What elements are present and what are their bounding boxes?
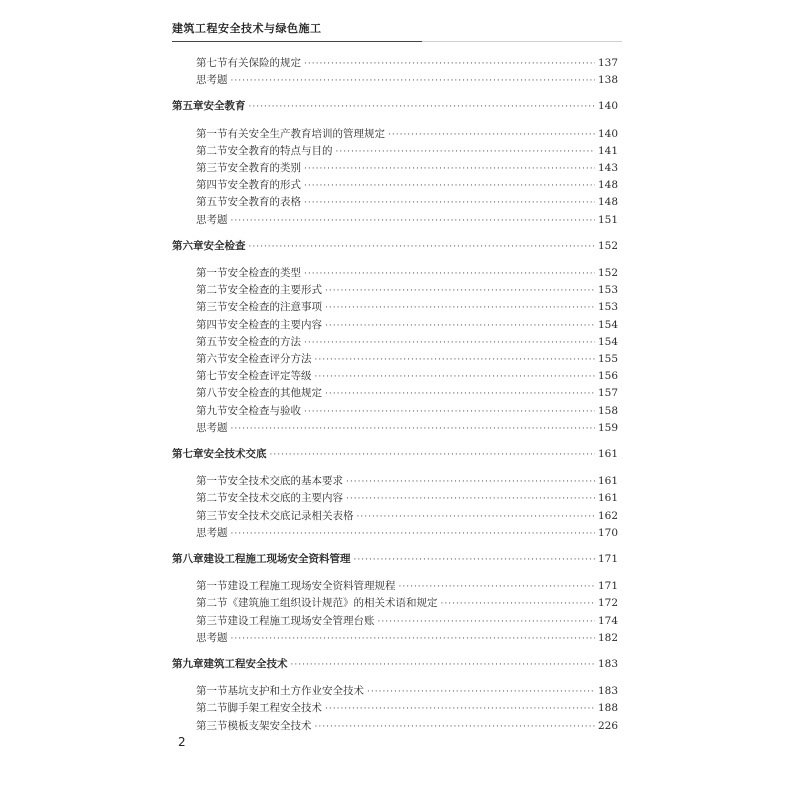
dot-leader — [325, 702, 595, 716]
entry-number: 第七章 — [172, 448, 204, 460]
dot-leader — [249, 100, 595, 114]
toc-section-entry — [196, 56, 618, 71]
entry-title: 安全检查的类型 — [227, 267, 301, 279]
toc-chapter-entry — [172, 552, 618, 567]
entry-title: 建筑工程安全技术 — [203, 658, 288, 670]
dot-leader — [231, 527, 595, 541]
toc-section-entry — [196, 300, 618, 315]
toc-section-entry — [196, 614, 618, 629]
entry-title: 安全教育的形式 — [227, 179, 301, 192]
entry-number: 思考题 — [196, 421, 228, 434]
dot-leader — [231, 632, 595, 646]
dot-leader — [325, 387, 595, 401]
entry-page-number: 156 — [597, 370, 618, 383]
dot-leader — [315, 353, 595, 367]
entry-number: 第三节 — [196, 509, 228, 522]
toc-section-entry — [196, 161, 618, 176]
dot-leader — [354, 553, 595, 567]
toc-section-entry — [196, 474, 618, 489]
toc-section-entry — [196, 369, 618, 384]
entry-page-number: 152 — [597, 267, 618, 279]
entry-title: 安全教育的表格 — [227, 196, 301, 209]
dot-leader — [304, 336, 595, 350]
dot-leader — [304, 162, 595, 176]
dot-leader — [346, 475, 595, 489]
toc-section-entry — [196, 266, 618, 281]
dot-leader — [399, 580, 595, 594]
dot-leader — [291, 658, 595, 672]
toc-section-entry — [196, 195, 618, 210]
entry-page-number: 226 — [597, 719, 618, 732]
entry-title: 《建筑施工组织设计规范》的相关术语和规定 — [227, 597, 438, 610]
entry-page-number: 183 — [597, 685, 618, 698]
entry-title: 有关安全生产教育培训的管理规定 — [227, 127, 385, 140]
entry-page-number: 140 — [597, 127, 618, 140]
entry-page-number: 153 — [597, 284, 618, 297]
entry-title: 安全教育的类别 — [227, 162, 301, 174]
entry-number: 第三节 — [196, 162, 228, 174]
entry-page-number: 159 — [597, 421, 618, 434]
entry-number: 第二节 — [196, 284, 228, 297]
entry-number: 第一节 — [196, 127, 228, 140]
toc-chapter-entry — [172, 447, 618, 462]
dot-leader — [304, 267, 595, 281]
dot-leader — [231, 422, 595, 436]
entry-page-number: 141 — [597, 144, 618, 157]
entry-page-number: 138 — [597, 74, 618, 87]
toc-chapter-entry — [172, 657, 618, 672]
entry-number: 第一节 — [196, 267, 228, 279]
dot-leader — [304, 405, 595, 419]
dot-leader — [249, 240, 595, 254]
toc-section-entry — [196, 335, 618, 350]
entry-title: 建设工程施工现场安全资料管理规程 — [227, 580, 396, 593]
entry-title: 安全检查评定等级 — [227, 370, 312, 383]
entry-page-number: 152 — [597, 239, 618, 252]
entry-number: 第三节 — [196, 614, 228, 627]
toc-section-entry — [196, 386, 618, 401]
dot-leader — [315, 370, 595, 384]
entry-page-number: 171 — [597, 553, 618, 565]
entry-title: 安全教育 — [203, 100, 246, 113]
entry-page-number: 161 — [597, 492, 618, 505]
entry-page-number: 182 — [597, 631, 618, 644]
entry-number: 第八节 — [196, 387, 228, 400]
toc-section-entry — [196, 719, 618, 734]
running-header: 建筑工程安全技术与绿色施工 — [172, 22, 322, 35]
entry-page-number: 153 — [597, 301, 618, 314]
entry-title: 安全检查的注意事项 — [227, 301, 322, 314]
toc-section-entry — [196, 178, 618, 193]
dot-leader — [304, 57, 595, 71]
entry-number: 第六章 — [172, 239, 204, 252]
entry-title: 安全技术交底的基本要求 — [227, 475, 343, 488]
dot-leader — [270, 448, 595, 462]
entry-page-number: 143 — [597, 162, 618, 174]
dot-leader — [325, 284, 595, 298]
entry-title: 安全检查与验收 — [227, 404, 301, 417]
entry-title: 建设工程施工现场安全资料管理 — [203, 553, 351, 565]
toc-chapter-entry — [172, 99, 618, 114]
entry-page-number: 170 — [597, 526, 618, 539]
entry-title: 安全技术交底 — [203, 448, 267, 460]
entry-number: 第九节 — [196, 404, 228, 417]
toc-section-entry — [196, 509, 618, 524]
entry-number: 思考题 — [196, 631, 228, 644]
entry-page-number: 137 — [597, 57, 618, 69]
entry-page-number: 155 — [597, 353, 618, 365]
dot-leader — [325, 301, 595, 315]
dot-leader — [367, 685, 595, 699]
entry-number: 第三节 — [196, 301, 228, 314]
entry-number: 思考题 — [196, 526, 228, 539]
entry-page-number: 188 — [597, 702, 618, 715]
entry-title: 有关保险的规定 — [227, 57, 301, 69]
entry-number: 第二节 — [196, 144, 228, 157]
dot-leader — [336, 145, 595, 159]
entry-title: 安全检查 — [203, 239, 246, 252]
dot-leader — [357, 510, 595, 524]
toc-section-entry — [196, 318, 618, 333]
toc-section-entry — [196, 684, 618, 699]
dot-leader — [304, 196, 595, 210]
entry-title: 安全检查的主要内容 — [227, 318, 322, 331]
entry-title: 安全技术交底记录相关表格 — [227, 509, 354, 522]
entry-title: 安全检查的方法 — [227, 335, 301, 348]
toc-section-entry — [196, 352, 618, 367]
entry-page-number: 161 — [597, 448, 618, 460]
dot-leader — [346, 492, 595, 506]
toc-section-entry — [196, 596, 618, 611]
dot-leader — [304, 179, 595, 193]
dot-leader — [315, 720, 595, 734]
entry-page-number: 172 — [597, 597, 618, 610]
entry-title: 安全教育的特点与目的 — [227, 144, 333, 157]
entry-title: 安全检查的主要形式 — [227, 284, 322, 297]
toc-section-entry — [196, 144, 618, 159]
entry-page-number: 161 — [597, 475, 618, 488]
entry-title: 基坑支护和土方作业安全技术 — [227, 685, 364, 698]
entry-page-number: 151 — [597, 213, 618, 226]
dot-leader — [231, 214, 595, 228]
toc-chapter-entry — [172, 239, 618, 254]
entry-title: 安全技术交底的主要内容 — [227, 492, 343, 505]
dot-leader — [378, 615, 595, 629]
entry-number: 思考题 — [196, 213, 228, 226]
toc-section-entry — [196, 213, 618, 228]
toc-section-entry — [196, 631, 618, 646]
entry-page-number: 154 — [597, 335, 618, 348]
dot-leader — [325, 319, 595, 333]
entry-page-number: 158 — [597, 404, 618, 417]
toc-section-entry — [196, 421, 618, 436]
entry-number: 第三节 — [196, 719, 228, 732]
entry-page-number: 154 — [597, 318, 618, 331]
entry-number: 第五节 — [196, 196, 228, 209]
toc-section-entry — [196, 701, 618, 716]
entry-number: 第一节 — [196, 580, 228, 593]
entry-title: 安全检查评分方法 — [227, 353, 312, 365]
entry-page-number: 148 — [597, 179, 618, 192]
toc-section-entry — [196, 579, 618, 594]
entry-number: 第九章 — [172, 658, 204, 670]
entry-number: 第六节 — [196, 353, 228, 365]
toc-section-entry — [196, 526, 618, 541]
entry-page-number: 162 — [597, 509, 618, 522]
entry-number: 第二节 — [196, 597, 228, 610]
toc-section-entry — [196, 127, 618, 142]
toc-section-entry — [196, 404, 618, 419]
entry-title: 建设工程施工现场安全管理台账 — [227, 614, 375, 627]
entry-page-number: 140 — [597, 100, 618, 113]
dot-leader — [441, 597, 595, 611]
entry-page-number: 174 — [597, 614, 618, 627]
entry-number: 第七节 — [196, 370, 228, 383]
entry-number: 思考题 — [196, 74, 228, 87]
entry-number: 第五章 — [172, 100, 204, 113]
entry-title: 模板支架安全技术 — [227, 719, 312, 732]
toc-section-entry — [196, 283, 618, 298]
entry-page-number: 157 — [597, 387, 618, 400]
entry-number: 第五节 — [196, 335, 228, 348]
dot-leader — [231, 74, 595, 88]
entry-page-number: 148 — [597, 196, 618, 209]
entry-number: 第七节 — [196, 57, 228, 69]
entry-number: 第二节 — [196, 492, 228, 505]
entry-page-number: 171 — [597, 580, 618, 593]
entry-number: 第四节 — [196, 179, 228, 192]
dot-leader — [388, 128, 595, 142]
page-number: 2 — [178, 735, 186, 749]
entry-title: 安全检查的其他规定 — [227, 387, 322, 400]
entry-number: 第一节 — [196, 685, 228, 698]
toc-section-entry — [196, 491, 618, 506]
entry-number: 第一节 — [196, 475, 228, 488]
entry-title: 脚手架工程安全技术 — [227, 702, 322, 715]
entry-number: 第八章 — [172, 553, 204, 565]
entry-page-number: 183 — [597, 658, 618, 670]
toc-section-entry — [196, 73, 618, 88]
entry-number: 第二节 — [196, 702, 228, 715]
entry-number: 第四节 — [196, 318, 228, 331]
